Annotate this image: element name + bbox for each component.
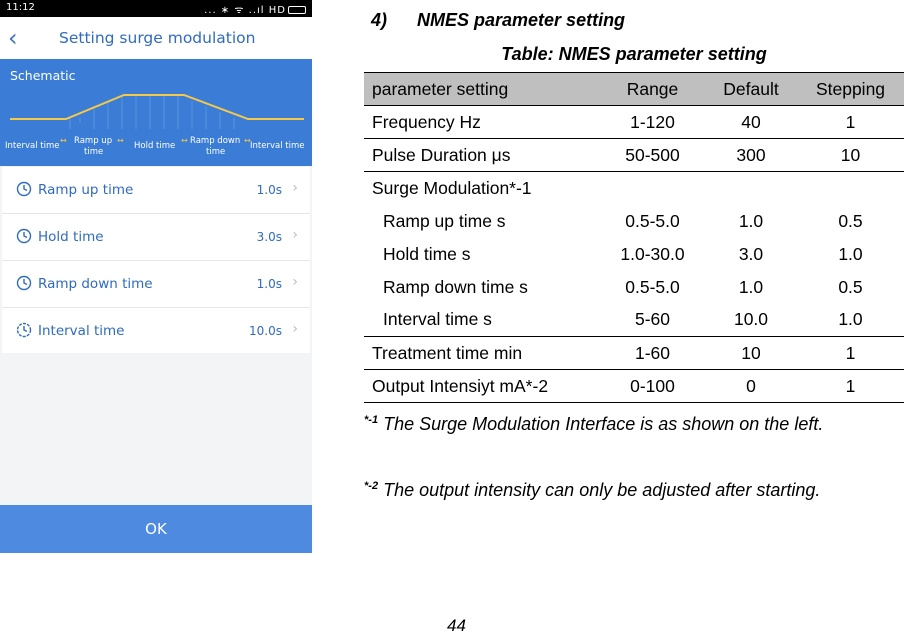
column-header: parameter setting bbox=[372, 78, 509, 99]
table-cell: 300 bbox=[736, 144, 766, 165]
table-row bbox=[364, 271, 904, 304]
schematic-ramp-down-2: time bbox=[206, 147, 226, 157]
waveform-hatch bbox=[70, 96, 234, 129]
setting-row-hold[interactable] bbox=[2, 214, 310, 261]
phone-screenshot bbox=[0, 0, 312, 553]
table-cell: Hold time s bbox=[383, 243, 471, 264]
table-cell: 1.0 bbox=[738, 210, 764, 231]
table-cell: Treatment time min bbox=[372, 342, 523, 363]
table-cell: 0.5 bbox=[838, 210, 863, 231]
setting-row-interval[interactable] bbox=[2, 308, 310, 355]
chevron-right-icon: › bbox=[292, 227, 298, 243]
column-header: Default bbox=[723, 78, 779, 99]
table-cell: 5-60 bbox=[634, 309, 671, 330]
schematic-label: Schematic bbox=[10, 68, 76, 83]
page-number: 44 bbox=[447, 616, 466, 634]
table-cell: 1-120 bbox=[630, 111, 675, 132]
schematic-interval-left: Interval time bbox=[5, 141, 60, 151]
setting-value: 1.0s bbox=[256, 277, 282, 291]
setting-label: Ramp up time bbox=[38, 182, 134, 198]
table-cell: Ramp up time s bbox=[383, 210, 506, 231]
clock-icon bbox=[16, 322, 32, 338]
table-cell: Ramp down time s bbox=[383, 276, 528, 297]
signal-wifi-icons: ... ∗ ᯤ ..ıl HD bbox=[204, 5, 286, 16]
table-cell: Surge Modulation*-1 bbox=[372, 177, 532, 198]
settings-list bbox=[2, 167, 310, 353]
footnote-1 bbox=[364, 404, 895, 440]
table-row bbox=[364, 106, 904, 139]
setting-label: Interval time bbox=[38, 323, 125, 339]
table-row bbox=[364, 205, 904, 238]
footnote-text: The Surge Modulation Interface is as shown on the left. bbox=[383, 414, 824, 434]
table-row bbox=[364, 139, 904, 172]
table-cell: 1 bbox=[845, 375, 856, 396]
back-arrow-icon[interactable]: ‹ bbox=[8, 24, 18, 52]
table-cell: Output Intensiyt mA*-2 bbox=[372, 375, 549, 396]
table-cell: 1.0 bbox=[838, 243, 863, 264]
clock-icon bbox=[16, 181, 32, 197]
svg-text:↔: ↔ bbox=[244, 136, 251, 145]
table-row bbox=[364, 304, 904, 337]
waveform-line bbox=[10, 95, 304, 119]
table-cell: 0.5-5.0 bbox=[625, 210, 680, 231]
schematic-hold: Hold time bbox=[134, 141, 176, 151]
table-cell: Interval time s bbox=[383, 309, 492, 330]
table-row bbox=[364, 370, 904, 403]
chevron-right-icon: › bbox=[292, 274, 298, 290]
battery-icon bbox=[288, 6, 306, 14]
table-row bbox=[364, 337, 904, 370]
setting-label: Ramp down time bbox=[38, 276, 153, 292]
svg-text:↔: ↔ bbox=[181, 136, 188, 145]
status-bar bbox=[0, 0, 312, 17]
table-header-row bbox=[364, 73, 904, 106]
clock-icon bbox=[16, 228, 32, 244]
schematic-interval-right: Interval time bbox=[250, 141, 305, 151]
footnote-text: The output intensity can only be adjusted after starting. bbox=[383, 480, 821, 500]
table-cell: 1.0 bbox=[738, 276, 764, 297]
table-cell: 10 bbox=[840, 144, 861, 165]
table-cell: 10 bbox=[741, 342, 761, 363]
footnote-mark: *-2 bbox=[364, 480, 379, 492]
footnote-mark: *-1 bbox=[364, 414, 379, 426]
app-bar bbox=[0, 17, 312, 61]
chevron-right-icon: › bbox=[292, 321, 298, 337]
svg-text:↔: ↔ bbox=[117, 136, 124, 145]
table-cell: 50-500 bbox=[625, 144, 680, 165]
table-cell: 1 bbox=[845, 111, 856, 132]
ok-button[interactable]: OK bbox=[0, 505, 312, 553]
table-cell: 0 bbox=[746, 375, 756, 396]
column-header: Range bbox=[626, 78, 679, 99]
chevron-right-icon: › bbox=[292, 180, 298, 196]
status-time: 11:12 bbox=[6, 2, 35, 13]
setting-value: 10.0s bbox=[249, 324, 282, 338]
schematic-panel bbox=[0, 59, 312, 166]
table-caption: Table: NMES parameter setting bbox=[501, 44, 767, 64]
setting-value: 1.0s bbox=[256, 183, 282, 197]
setting-row-ramp-up[interactable] bbox=[2, 167, 310, 214]
schematic-ramp-up-2: time bbox=[84, 147, 104, 157]
svg-text:↔: ↔ bbox=[60, 136, 67, 145]
setting-value: 3.0s bbox=[256, 230, 282, 244]
table-cell: 1-60 bbox=[634, 342, 671, 363]
table-cell: 1.0 bbox=[838, 309, 863, 330]
clock-icon bbox=[16, 275, 32, 291]
table-cell: 40 bbox=[741, 111, 761, 132]
setting-row-ramp-down[interactable] bbox=[2, 261, 310, 308]
table-cell: Pulse Duration μs bbox=[372, 144, 511, 165]
section-number: 4) bbox=[371, 10, 388, 30]
table-row bbox=[364, 172, 904, 205]
table-cell: 1.0-30.0 bbox=[620, 243, 685, 264]
table-cell: Frequency Hz bbox=[372, 111, 481, 132]
status-icons bbox=[204, 2, 306, 16]
schematic-ramp-up-1: Ramp up bbox=[74, 136, 113, 146]
setting-label: Hold time bbox=[38, 229, 104, 245]
section-heading bbox=[371, 10, 625, 31]
table-cell: 0.5-5.0 bbox=[625, 276, 680, 297]
column-header: Stepping bbox=[815, 78, 886, 99]
parameter-table bbox=[364, 72, 904, 403]
section-title: NMES parameter setting bbox=[417, 10, 626, 30]
screen-title: Setting surge modulation bbox=[59, 29, 256, 47]
footnote-2 bbox=[364, 470, 895, 506]
table-cell: 3.0 bbox=[738, 243, 764, 264]
table-cell: 0.5 bbox=[838, 276, 863, 297]
table-cell: 1 bbox=[845, 342, 856, 363]
table-cell: 0-100 bbox=[630, 375, 675, 396]
table-row bbox=[364, 238, 904, 271]
schematic-ramp-down-1: Ramp down bbox=[190, 136, 241, 146]
table-cell: 10.0 bbox=[733, 309, 769, 330]
